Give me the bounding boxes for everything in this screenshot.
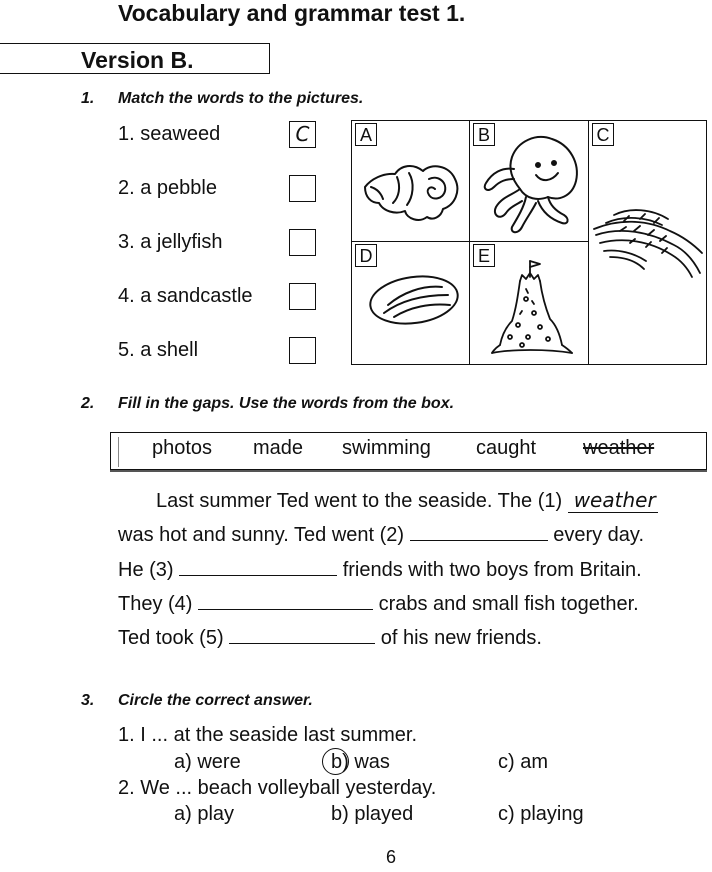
text-line-1 — [156, 488, 658, 513]
match-item-4: 4. a sandcastle — [118, 285, 253, 307]
text-line-4-end: crabs and small fish together. — [378, 593, 639, 615]
picture-label-d: D — [355, 244, 377, 267]
text-line-3-start: He (3) — [118, 559, 174, 581]
task2-instruction: Fill in the gaps. Use the words from the box. — [118, 395, 455, 412]
pebble-icon — [364, 271, 464, 329]
answer-box-3[interactable] — [289, 229, 316, 256]
box-word-made: made — [253, 437, 304, 459]
match-item-2: 2. a pebble — [118, 177, 217, 199]
match-item-3: 3. a jellyfish — [118, 231, 223, 253]
text-line-3-end: friends with two boys from Britain. — [342, 559, 642, 581]
gap-1-answer[interactable]: weather — [568, 488, 658, 513]
text-line-1-start: Last summer Ted went to the seaside. The (1) — [156, 490, 563, 512]
text-line-2 — [118, 522, 644, 547]
question-2-option-c[interactable]: c) playing — [498, 803, 584, 825]
task1-number: 1. — [81, 90, 95, 107]
answer-box-1[interactable]: C — [289, 121, 316, 148]
answer-circle-mark — [322, 748, 349, 775]
answer-box-2[interactable] — [289, 175, 316, 202]
shell-icon — [357, 143, 465, 235]
picture-label-a: A — [355, 123, 377, 146]
match-item-5: 5. a shell — [118, 339, 199, 361]
task3-instruction: Circle the correct answer. — [118, 692, 313, 709]
text-line-5-end: of his new friends. — [380, 627, 542, 649]
picture-grid — [351, 120, 707, 365]
picture-label-b: B — [473, 123, 495, 146]
jellyfish-icon — [472, 127, 586, 239]
picture-label-c: C — [592, 123, 614, 146]
page-title: Vocabulary and grammar test 1. — [118, 0, 466, 26]
box-word-caught: caught — [476, 437, 537, 459]
box-word-photos: photos — [152, 437, 213, 459]
task3-number: 3. — [81, 692, 95, 709]
text-line-4 — [118, 591, 639, 616]
answer-box-5[interactable] — [289, 337, 316, 364]
task2-number: 2. — [81, 395, 95, 412]
text-line-2-end: every day. — [553, 524, 644, 546]
question-1-option-c[interactable]: c) am — [498, 751, 548, 773]
question-2-option-a[interactable]: a) play — [174, 803, 235, 825]
question-2-option-b[interactable]: b) played — [331, 803, 414, 825]
text-line-2-start: was hot and sunny. Ted went (2) — [118, 524, 405, 546]
question-1-option-b[interactable]: b) was — [331, 751, 390, 773]
text-line-3 — [118, 557, 642, 582]
question-1-option-a[interactable]: a) were — [174, 751, 241, 773]
answer-box-4[interactable] — [289, 283, 316, 310]
text-line-5-start: Ted took (5) — [118, 627, 224, 649]
gap-5[interactable] — [229, 625, 375, 644]
text-line-5 — [118, 625, 542, 650]
match-item-1: 1. seaweed — [118, 123, 221, 145]
gap-4[interactable] — [198, 591, 373, 610]
text-line-4-start: They (4) — [118, 593, 193, 615]
word-box — [110, 432, 707, 470]
sandcastle-icon — [482, 255, 580, 363]
version-label: Version B. — [81, 47, 194, 73]
gap-2[interactable] — [410, 522, 548, 541]
page-number: 6 — [386, 847, 397, 867]
box-word-swimming: swimming — [342, 437, 431, 459]
seaweed-icon — [590, 201, 706, 283]
question-2-stem: 2. We ... beach volleyball yesterday. — [118, 777, 437, 799]
picture-label-e: E — [473, 244, 495, 267]
box-word-weather-crossed: weather — [583, 437, 655, 459]
question-1-stem: 1. I ... at the seaside last summer. — [118, 724, 418, 746]
gap-3[interactable] — [179, 557, 337, 576]
task1-instruction: Match the words to the pictures. — [118, 90, 364, 107]
